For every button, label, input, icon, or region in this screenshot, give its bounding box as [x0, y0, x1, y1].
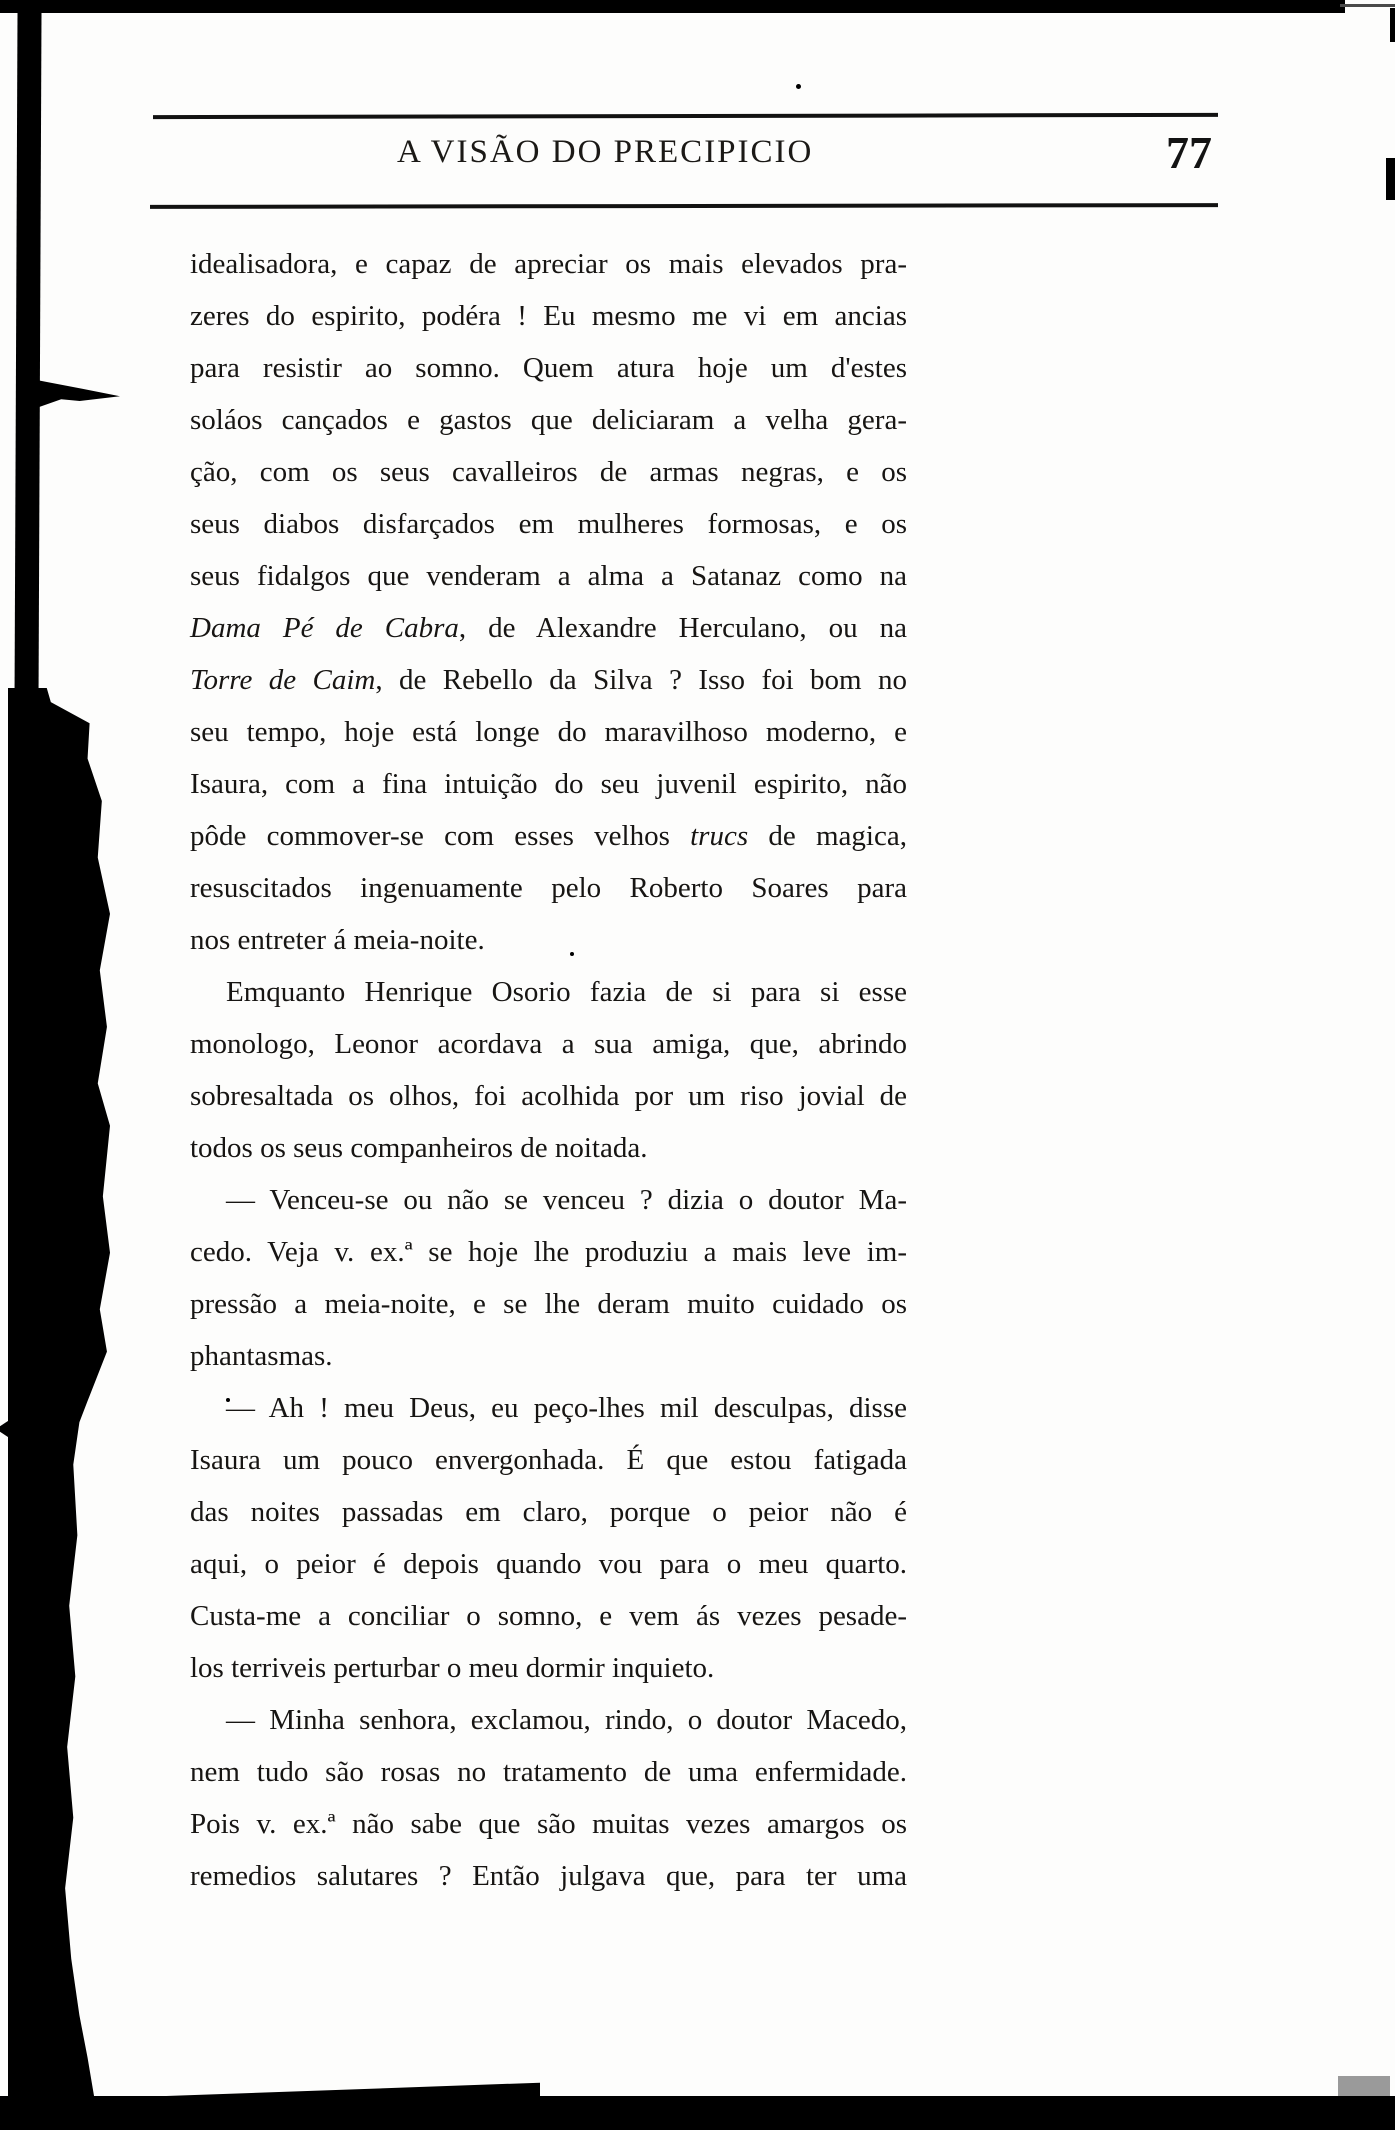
scan-artifact-binding-shadow	[8, 688, 110, 2100]
text-line: seu tempo, hoje está longe do maravilhoso moderno, e	[190, 716, 907, 748]
text-line: Emquanto Henrique Osorio fazia de si para si esse	[226, 976, 907, 1008]
text-line: Isaura, com a fina intuição do seu juvenil espirito, não	[190, 768, 907, 800]
text-line: pôde commover-se com esses velhos trucs de magica,	[190, 820, 907, 852]
text-line: ção, com os seus cavalleiros de armas negras, e os	[190, 456, 907, 488]
text-line: para resistir ao somno. Quem atura hoje um d'estes	[190, 352, 907, 384]
scan-artifact-gray-patch	[1338, 2076, 1390, 2096]
text-line: todos os seus companheiros de noitada.	[190, 1132, 648, 1164]
running-title: A VISÃO DO PRECIPICIO	[397, 134, 814, 170]
text-line: seus fidalgos que venderam a alma a Satanaz como na	[190, 560, 907, 592]
text-line: cedo. Veja v. ex.ª se hoje lhe produziu a mais leve im-	[190, 1236, 907, 1268]
scan-artifact-top-bar-tail	[1340, 4, 1395, 7]
scan-artifact-right-edge-mark	[1386, 158, 1395, 200]
text-line: soláos cançados e gastos que deliciaram a velha gera-	[190, 404, 907, 436]
scan-artifact-binding-spur	[36, 372, 120, 416]
text-line: remedios salutares ? Então julgava que, para ter uma	[190, 1860, 907, 1892]
text-line: seus diabos disfarçados em mulheres formosas, e os	[190, 508, 907, 540]
header-rule-bottom	[150, 203, 1218, 209]
text-line: phantasmas.	[190, 1340, 333, 1372]
text-line: pressão a meia-noite, e se lhe deram muito cuidado os	[190, 1288, 907, 1320]
text-line: Isaura um pouco envergonhada. É que estou fatigada	[190, 1444, 907, 1476]
page-body	[190, 238, 907, 1902]
text-line: Torre de Caim, de Rebello da Silva ? Isso foi bom no	[190, 664, 907, 696]
text-line: aqui, o peior é depois quando vou para o meu quarto.	[190, 1548, 907, 1580]
text-line: Dama Pé de Cabra, de Alexandre Herculano, ou na	[190, 612, 908, 644]
scan-artifact-top-bar	[0, 0, 1345, 13]
scan-artifact-bottom-bar	[0, 2096, 1395, 2130]
text-line: resuscitados ingenuamente pelo Roberto Soares para	[190, 872, 907, 904]
header-rule-top	[153, 113, 1218, 119]
text-line: monologo, Leonor acordava a sua amiga, que, abrindo	[190, 1028, 907, 1060]
scan-artifact-binding-strip	[14, 9, 41, 709]
text-line: Pois v. ex.ª não sabe que são muitas vezes amargos os	[190, 1808, 907, 1840]
text-line: — Minha senhora, exclamou, rindo, o doutor Macedo,	[226, 1704, 907, 1736]
text-line: — Venceu-se ou não se venceu ? dizia o doutor Ma-	[226, 1184, 907, 1216]
text-line: nem tudo são rosas no tratamento de uma enfermidade.	[190, 1756, 907, 1788]
text-line: los terriveis perturbar o meu dormir inquieto.	[190, 1652, 715, 1684]
scan-artifact-speck	[796, 84, 801, 89]
text-line: das noites passadas em claro, porque o peior não é	[190, 1496, 907, 1528]
text-line: idealisadora, e capaz de apreciar os mais elevados pra-	[190, 248, 907, 280]
text-line: sobresaltada os olhos, foi acolhida por um riso jovial de	[190, 1080, 907, 1112]
text-line: nos entreter á meia-noite.	[190, 924, 485, 956]
scan-artifact-right-edge-mark-top	[1390, 8, 1395, 42]
text-line: zeres do espirito, podéra ! Eu mesmo me vi em ancias	[190, 300, 907, 332]
page-number: 77	[1166, 127, 1212, 178]
text-line: Custa-me a conciliar o somno, e vem ás vezes pesade-	[190, 1600, 907, 1632]
text-line: — Ah ! meu Deus, eu peço-lhes mil desculpas, disse	[226, 1392, 907, 1424]
